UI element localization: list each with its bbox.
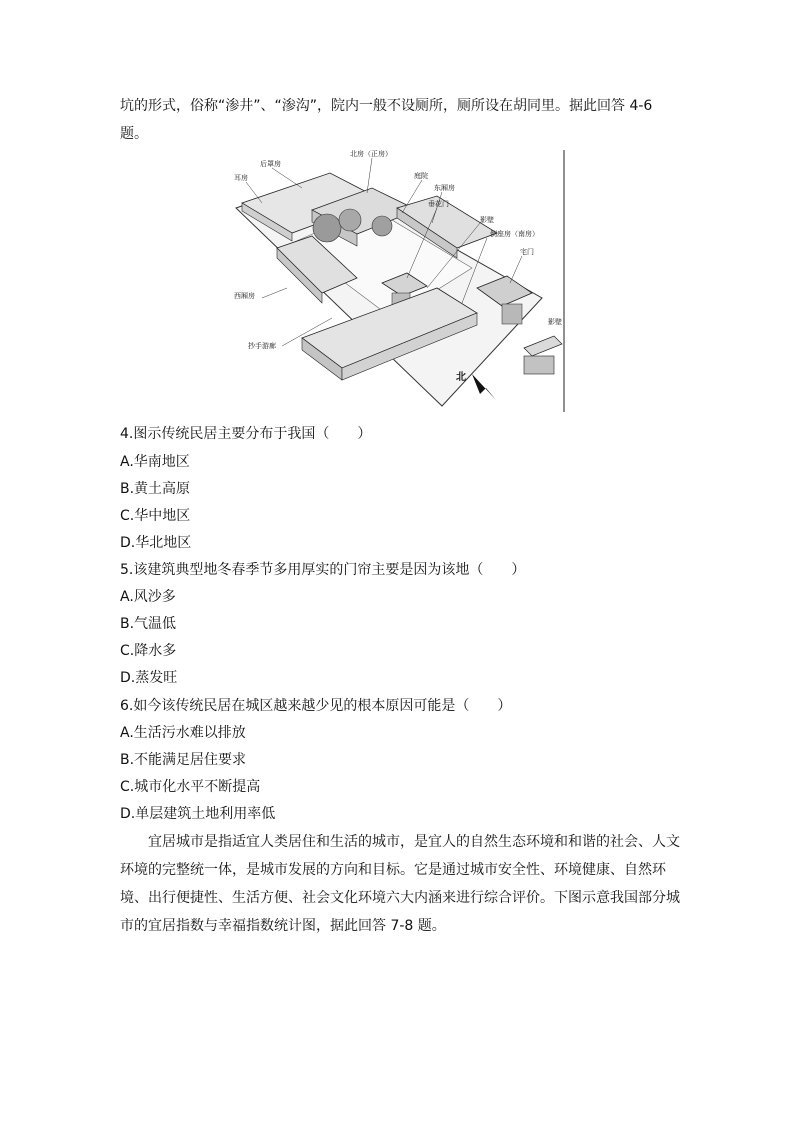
question-4-option-c: C.华中地区: [120, 508, 191, 524]
label-erfang: 耳房: [234, 174, 248, 182]
label-tingyuan: 庭院: [414, 172, 428, 180]
label-yingbi-2: 影壁: [548, 318, 562, 326]
question-6-option-b: B.不能满足居住要求: [120, 752, 247, 768]
label-xixiang: 西厢房: [234, 292, 255, 300]
label-zhaimen: 宅门: [520, 248, 534, 256]
siheyuan-figure: [232, 148, 566, 414]
question-6-option-a: A.生活污水难以排放: [120, 725, 246, 741]
question-6-stem: 6.如今该传统民居在城区越来越少见的根本原因可能是（ ）: [120, 698, 512, 714]
label-yingbi-1: 影壁: [480, 216, 494, 224]
label-north: 北: [456, 372, 466, 383]
label-daozuo: 倒座房（南房）: [490, 230, 539, 238]
question-5-option-c: C.降水多: [120, 643, 177, 659]
question-5-option-b: B.气温低: [120, 616, 177, 632]
screen-wall: [524, 336, 562, 374]
question-6-option-c: C.城市化水平不断提高: [120, 779, 261, 795]
question-6-option-d: D.单层建筑土地利用率低: [120, 806, 276, 822]
label-houzhao: 后罩房: [260, 160, 281, 168]
label-dongxiang: 东厢房: [434, 184, 455, 192]
question-5-stem: 5.该建筑典型地冬春季节多用厚实的门帘主要是因为该地（ ）: [120, 562, 526, 578]
siheyuan-drawing: [232, 148, 566, 414]
label-beifang: 北房（正房）: [350, 150, 392, 158]
question-4-option-a: A.华南地区: [120, 454, 190, 470]
label-chaoshou: 抄手游廊: [248, 342, 276, 350]
question-4-option-d: D.华北地区: [120, 535, 192, 551]
north-arrow-icon: [456, 371, 496, 400]
intro-line-1: 坑的形式，俗称“渗井”、“渗沟”，院内一般不设厕所，厕所设在胡同里。据此回答 4-6: [120, 98, 653, 114]
intro-line-2: 题。: [120, 126, 148, 142]
question-5-option-a: A.风沙多: [120, 589, 176, 605]
question-4-option-b: B.黄土高原: [120, 481, 191, 497]
passage-paragraph: 宜居城市是指适宜人类居住和生活的城市，是宜人的自然生态环境和和谐的社会、人文环境的完整统一体，是城市发展的方向和目标。它是通过城市安全性、环境健康、自然环境、出行便捷性、生活方便、社会文化环境六大内涵来进行综合评价。下图示意我国部分城市的宜居指数与幸福指数统计图，据此回答 7-8 题。: [120, 834, 680, 934]
label-chuihuamen: 垂花门: [428, 200, 449, 208]
question-5-option-d: D.蒸发旺: [120, 670, 178, 686]
question-4-stem: 4.图示传统民居主要分布于我国（ ）: [120, 426, 372, 442]
